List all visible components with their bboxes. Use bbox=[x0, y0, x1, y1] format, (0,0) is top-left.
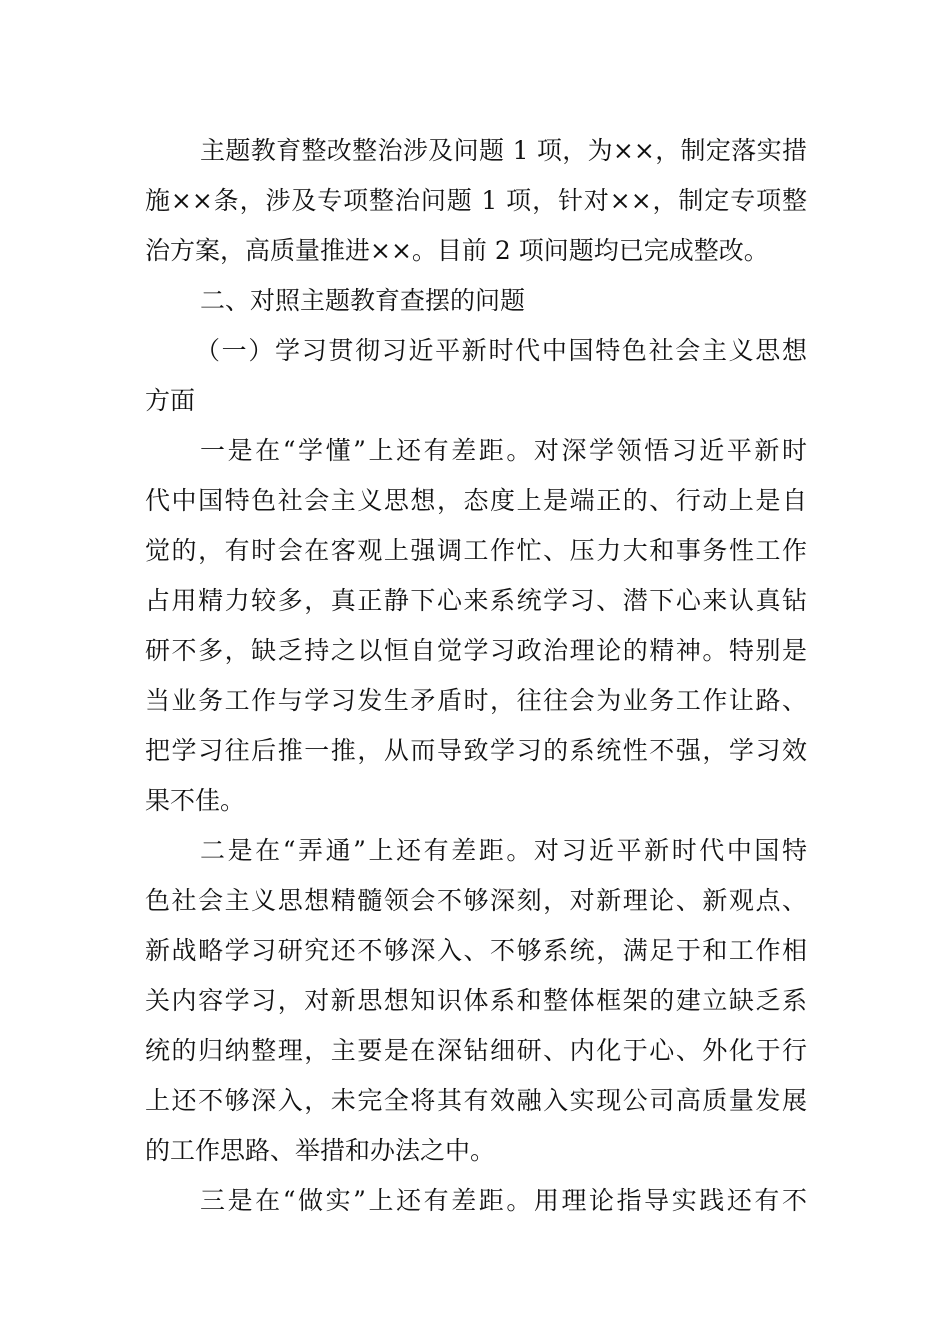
text-line: 主题教育整改整治涉及问题 1 项，为××，制定落实措 bbox=[200, 136, 807, 165]
subsection-heading bbox=[145, 326, 807, 426]
text-line: 代中国特色社会主义思想，态度上是端正的、行动上是自 bbox=[145, 486, 807, 515]
text-line: 二是在“弄通”上还有差距。对习近平新时代中国特 bbox=[200, 836, 807, 865]
section-title: 二、对照主题教育查摆的问题 bbox=[200, 286, 526, 315]
text-line: 一是在“学懂”上还有差距。对深学领悟习近平新时 bbox=[200, 436, 807, 465]
text-line: 治方案，高质量推进××。目前 2 项问题均已完成整改。 bbox=[145, 236, 769, 265]
text-line: 统的归纳整理，主要是在深钻细研、内化于心、外化于行 bbox=[145, 1036, 807, 1065]
document-body bbox=[145, 126, 807, 1226]
paragraph-intro bbox=[145, 126, 807, 276]
text-line: 当业务工作与学习发生矛盾时，往往会为业务工作让路、 bbox=[145, 686, 807, 715]
paragraph-point-2 bbox=[145, 826, 807, 1176]
text-line: 三是在“做实”上还有差距。用理论指导实践还有不 bbox=[200, 1186, 807, 1215]
text-line: 果不佳。 bbox=[145, 786, 246, 815]
subsection-title-continued: 方面 bbox=[145, 386, 196, 415]
text-line: 施××条，涉及专项整治问题 1 项，针对××，制定专项整 bbox=[145, 186, 807, 215]
text-line: 色社会主义思想精髓领会不够深刻，对新理论、新观点、 bbox=[145, 886, 807, 915]
text-line: 研不多，缺乏持之以恒自觉学习政治理论的精神。特别是 bbox=[145, 636, 807, 665]
text-line: 关内容学习，对新思想知识体系和整体框架的建立缺乏系 bbox=[145, 986, 807, 1015]
text-line: 新战略学习研究还不够深入、不够系统，满足于和工作相 bbox=[145, 936, 807, 965]
text-line: 把学习往后推一推，从而导致学习的系统性不强，学习效 bbox=[145, 736, 807, 765]
text-line: 占用精力较多，真正静下心来系统学习、潜下心来认真钻 bbox=[145, 586, 807, 615]
section-heading bbox=[145, 276, 807, 326]
subsection-title: （一）学习贯彻习近平新时代中国特色社会主义思想 bbox=[195, 336, 807, 365]
paragraph-point-3 bbox=[145, 1176, 807, 1226]
text-line: 觉的，有时会在客观上强调工作忙、压力大和事务性工作 bbox=[145, 536, 807, 565]
text-line: 上还不够深入，未完全将其有效融入实现公司高质量发展 bbox=[145, 1086, 807, 1115]
paragraph-point-1 bbox=[145, 426, 807, 826]
text-line: 的工作思路、举措和办法之中。 bbox=[145, 1136, 496, 1165]
